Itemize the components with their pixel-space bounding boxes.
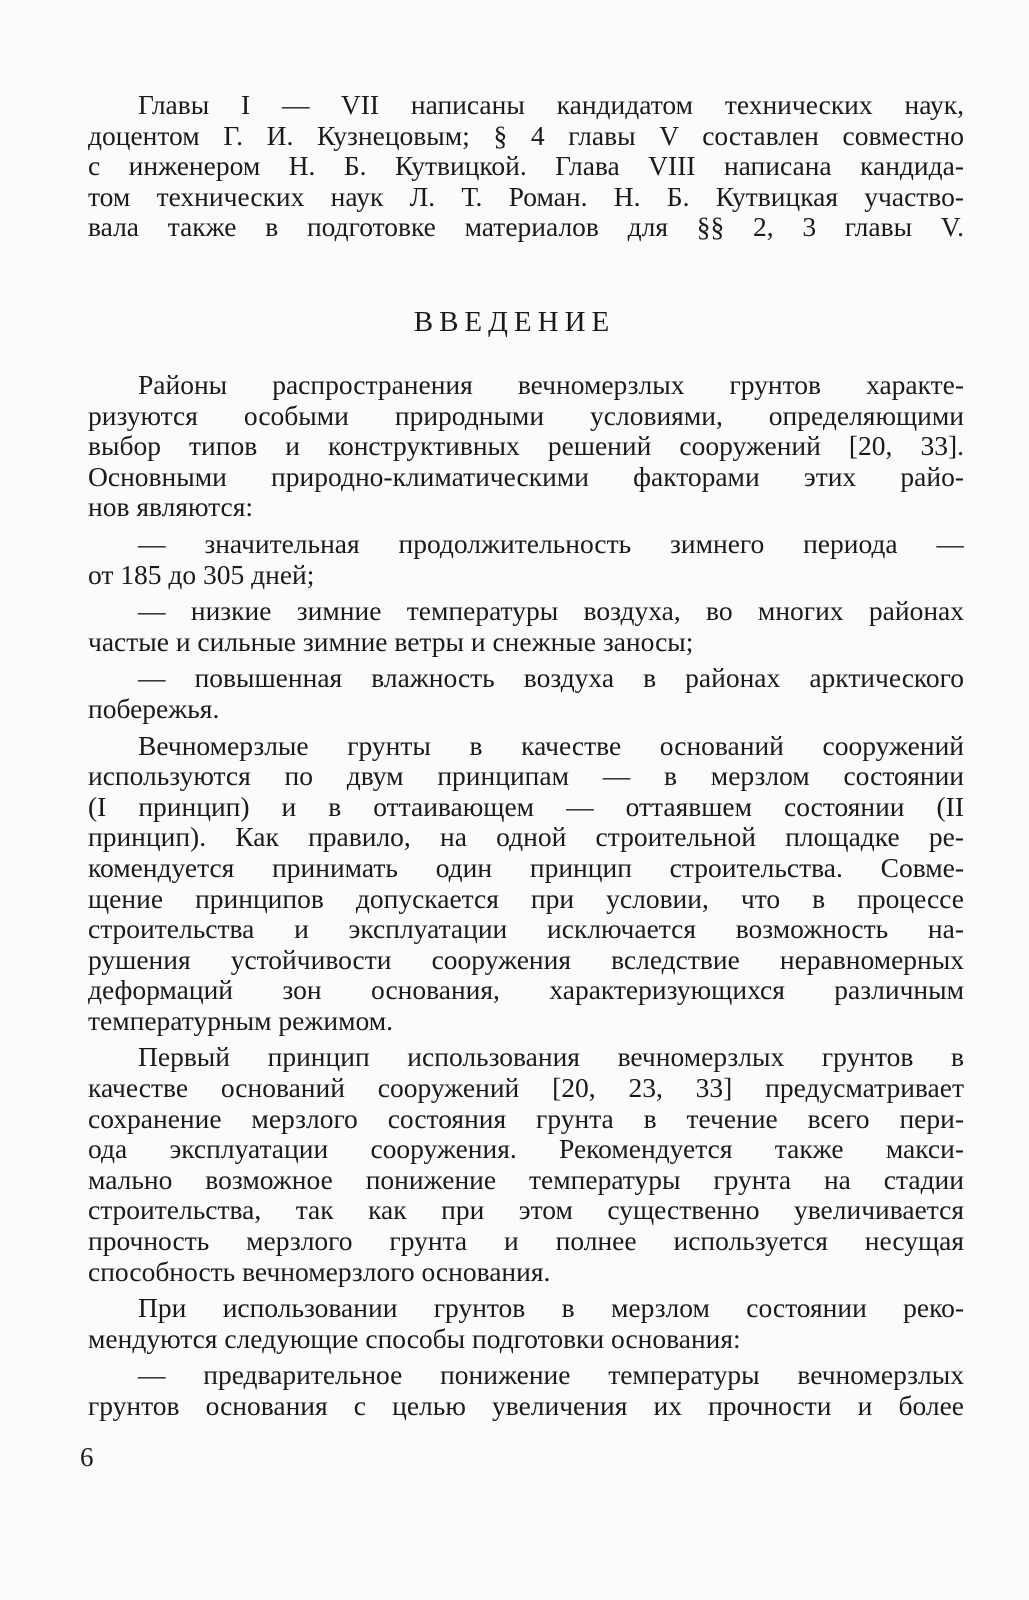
text-line: от 185 до 305 дней;	[88, 559, 315, 590]
text-line: качестве оснований сооружений [20, 23, 33] предусматривает	[88, 1073, 964, 1104]
list-item	[88, 663, 964, 724]
text-line: — низкие зимние температуры воздуха, во многих районах	[138, 596, 964, 627]
text-line: сохранение мерзлого состояния грунта в течение всего пери-	[88, 1103, 964, 1134]
text-line: (I принцип) и в оттаивающем — оттаявшем состоянии (II	[88, 791, 964, 822]
text-line: мендуются следующие способы подготовки основания:	[88, 1323, 741, 1354]
text-line: Основными природно-климатическими факторами этих райо-	[88, 461, 964, 492]
text-line: побережья.	[88, 693, 220, 724]
paragraph	[88, 1042, 964, 1287]
text-line: выбор типов и конструктивных решений сооружений [20, 33].	[88, 431, 964, 462]
text-line: с инженером Н. Б. Кутвицкой. Глава VIII написана кандида-	[88, 151, 964, 182]
text-line: — предварительное понижение температуры вечномерзлых	[138, 1360, 964, 1391]
text-line: При использовании грунтов в мерзлом состоянии реко-	[138, 1293, 964, 1324]
text-line: вала также в подготовке материалов для §§ 2, 3 главы V.	[88, 212, 964, 243]
text-line: принцип). Как правило, на одной строительной площадке ре-	[88, 822, 964, 853]
text-line: используются по двум принципам — в мерзлом состоянии	[88, 761, 964, 792]
text-line: прочность мерзлого грунта и полнее используется несущая	[88, 1226, 964, 1257]
text-line: строительства, так как при этом существенно увеличивается	[88, 1195, 964, 1226]
text-line: грунтов основания с целью увеличения их прочности и более	[88, 1391, 964, 1421]
credits-paragraph	[88, 90, 964, 243]
paragraph	[88, 370, 964, 523]
text-line: способность вечномерзлого основания.	[88, 1256, 551, 1287]
text-line: ода эксплуатации сооружения. Рекомендуется также макси-	[88, 1134, 964, 1165]
introduction-body	[88, 370, 964, 1422]
text-line: том технических наук Л. Т. Роман. Н. Б. Кутвицкая участво-	[88, 181, 964, 212]
text-line: — повышенная влажность воздуха в районах арктического	[138, 663, 964, 694]
text-line: рушения устойчивости сооружения вследствие неравномерных	[88, 944, 964, 975]
list-item	[88, 529, 964, 590]
text-line: строительства и эксплуатации исключается возможность на-	[88, 914, 964, 945]
authorship-credits	[88, 90, 964, 243]
list-item	[88, 1360, 964, 1421]
text-line: доцентом Г. И. Кузнецовым; § 4 главы V составлен совместно	[88, 120, 964, 151]
text-line: мально возможное понижение температуры грунта на стадии	[88, 1164, 964, 1195]
text-line: Первый принцип использования вечномерзлых грунтов в	[138, 1042, 964, 1073]
text-line: ризуются особыми природными условиями, определяющими	[88, 400, 964, 431]
page-number: 6	[80, 1442, 94, 1472]
text-line: нов являются:	[88, 492, 253, 523]
text-line: частые и сильные зимние ветры и снежные заносы;	[88, 626, 694, 657]
paragraph	[88, 731, 964, 1037]
section-heading: ВВЕДЕНИЕ	[413, 306, 616, 338]
paragraph	[88, 1293, 964, 1354]
list-item	[88, 596, 964, 657]
text-line: комендуется принимать один принцип строительства. Совме-	[88, 852, 964, 883]
text-line: — значительная продолжительность зимнего периода —	[138, 528, 964, 559]
text-line: Районы распространения вечномерзлых грунтов характе-	[138, 370, 964, 400]
text-line: Главы I — VII написаны кандидатом технических наук,	[138, 90, 964, 120]
text-line: щение принципов допускается при условии, что в процессе	[88, 883, 964, 914]
text-line: Вечномерзлые грунты в качестве оснований сооружений	[138, 730, 964, 761]
text-line: деформаций зон основания, характеризующихся различным	[88, 975, 964, 1006]
text-line: температурным режимом.	[88, 1005, 393, 1036]
